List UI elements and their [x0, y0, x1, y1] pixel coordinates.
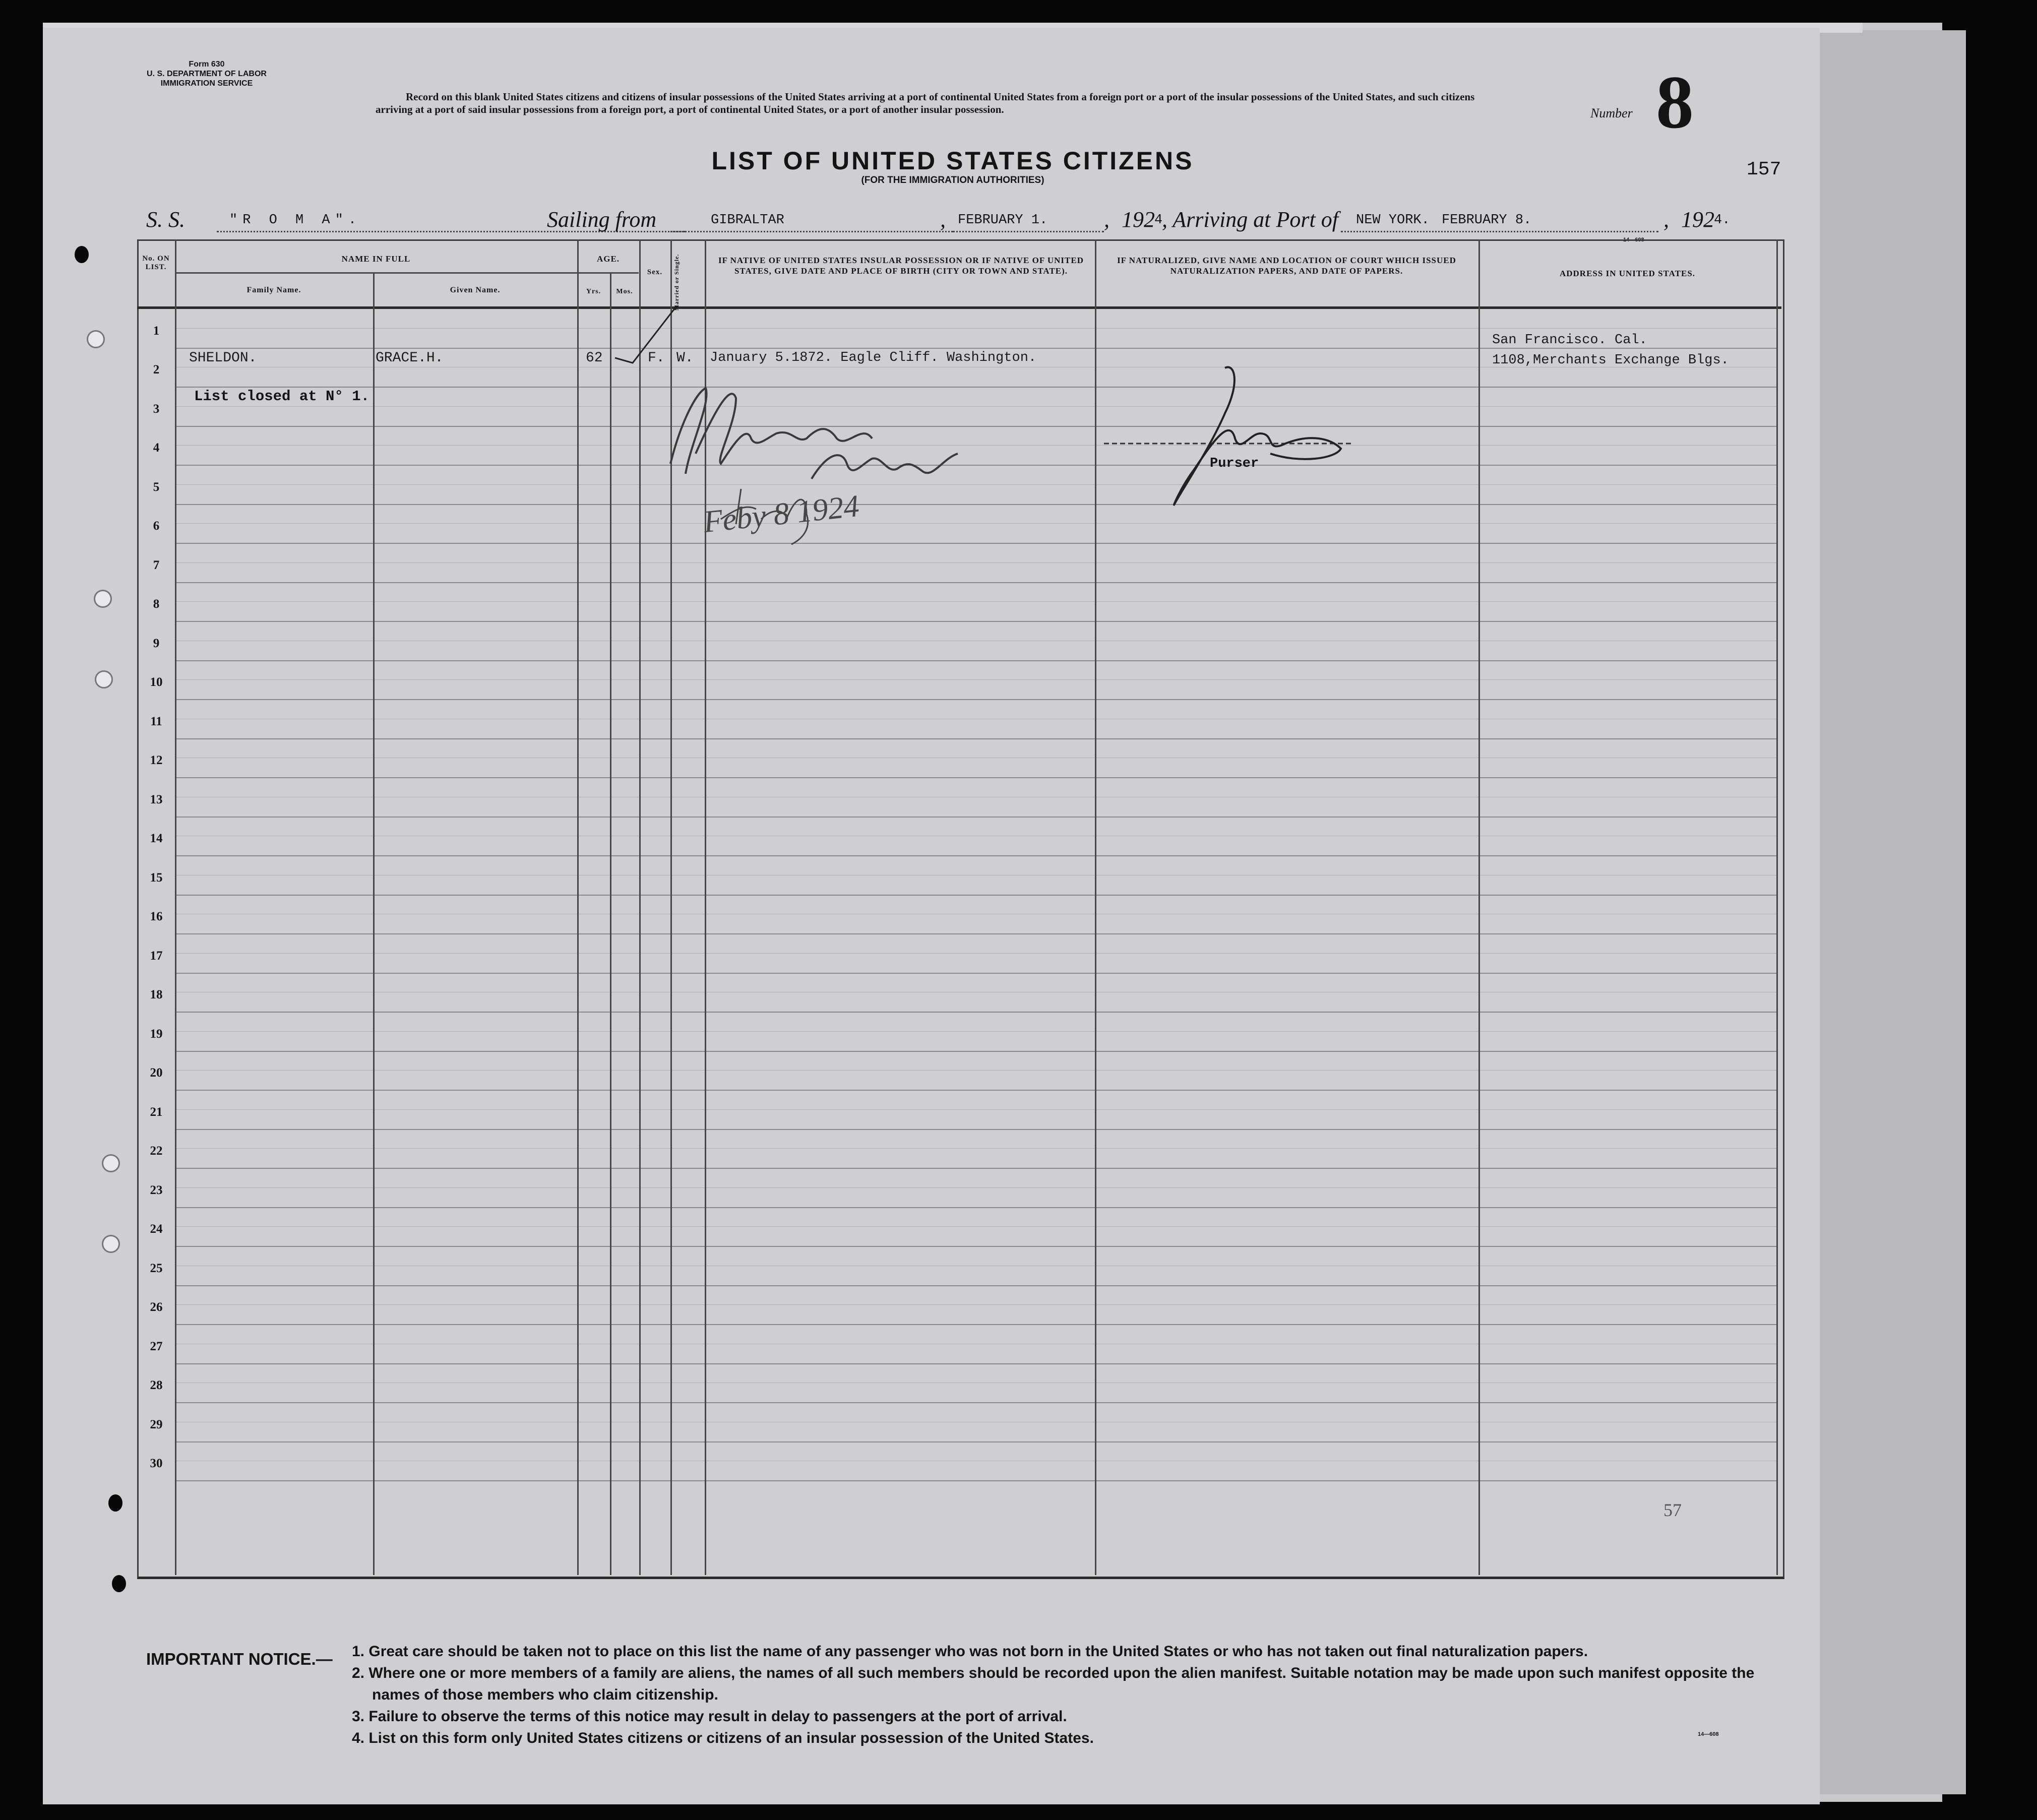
- checkmark-mark: [605, 302, 686, 373]
- sailing-date: FEBRUARY 1.: [958, 213, 1048, 228]
- row1-given-name: GRACE.H.: [376, 350, 444, 366]
- row-rule-midline: [175, 1148, 1778, 1149]
- header-no-on-list: No. ON LIST.: [142, 255, 170, 271]
- row1-family-name: SHELDON.: [189, 350, 257, 366]
- arriving-label: , Arriving at Port of: [1162, 207, 1338, 232]
- page-subtitle: (FOR THE IMMIGRATION AUTHORITIES): [861, 175, 1044, 185]
- row-rule: [175, 1246, 1778, 1247]
- row-number: 1: [153, 324, 160, 338]
- binder-hole: [87, 330, 105, 348]
- sailing-year-prefix: 192: [1122, 207, 1155, 232]
- background-page-shadow: [1815, 30, 1966, 1794]
- row-number: 13: [150, 792, 163, 806]
- row-number: 9: [153, 636, 160, 650]
- voyage-line: S. S. "R O M A". Sailing from GIBRALTAR , FEBRUARY 1. , 192 4 , Arriving at Port of NEW YORK. FEBRUARY 8. , 192 4.: [146, 207, 1731, 232]
- row-rule: [175, 1324, 1778, 1325]
- notice-item: 4. List on this form only United States citizens or citizens of an insular possession of the United States.: [352, 1730, 1094, 1746]
- binder-hole: [102, 1235, 120, 1253]
- row-number: 29: [150, 1417, 163, 1431]
- row-rule: [175, 973, 1778, 974]
- binder-hole: [95, 670, 113, 688]
- row-rule-midline: [175, 953, 1778, 954]
- row-rule-midline: [175, 1109, 1778, 1110]
- row-rule: [175, 895, 1778, 896]
- row-rule: [175, 817, 1778, 818]
- form-instructions: Record on this blank United States citizens and citizens of insular possessions of the United States arriving at a port of continental United States from a foreign port or a port of the insular possessions of the United States, and such citizens arriving at a port of said insular possessions from a foreign port, a port of continental United States, or a port of another insular possession.: [376, 91, 1475, 115]
- ss-label: S. S.: [146, 207, 185, 232]
- corner-number: 57: [1663, 1500, 1682, 1520]
- sailing-from-label: Sailing from: [547, 207, 657, 232]
- row-rule-midline: [175, 1187, 1778, 1188]
- header-name-in-full: NAME IN FULL: [341, 254, 411, 264]
- row-number: 27: [150, 1339, 163, 1353]
- row-rule-midline: [175, 1226, 1778, 1227]
- notice-item: 1. Great care should be taken not to place on this list the name of any passenger who was not born in the United States or who has not taken out final naturalization papers.: [352, 1643, 1588, 1660]
- purser-signature: [1099, 363, 1361, 514]
- row-rule: [175, 1402, 1778, 1403]
- row-number: 10: [150, 675, 163, 689]
- row-rule: [175, 1090, 1778, 1091]
- row-rule: [175, 777, 1778, 778]
- row1-address-line1: San Francisco. Cal.: [1492, 333, 1647, 348]
- inspector-date: Feby 8 1924: [702, 488, 861, 540]
- row-number: 30: [150, 1457, 163, 1470]
- row-rule: [175, 1168, 1778, 1169]
- row-rule-midline: [175, 1304, 1778, 1305]
- notice-item: 2. Where one or more members of a family are aliens, the names of all such members should be recorded upon the alien manifest. Suitable notation may be made upon such manifest opposite the names of those members who claim citizenship.: [352, 1665, 1755, 1703]
- row-number: 12: [150, 754, 163, 767]
- header-sex: Sex.: [647, 268, 663, 276]
- row-number: 7: [153, 558, 160, 572]
- row-rule: [175, 1285, 1778, 1286]
- page-number: 157: [1747, 159, 1781, 180]
- row1-birth: January 5.1872. Eagle Cliff. Washington.: [710, 350, 1037, 365]
- row-number: 21: [150, 1105, 163, 1119]
- form-number: Form 630: [189, 60, 225, 69]
- row-rule: [175, 660, 1778, 661]
- header-naturalization: IF NATURALIZED, GIVE NAME AND LOCATION OF COURT WHICH ISSUED NATURALIZATION PAPERS, AND DATE OF PAPERS.: [1117, 256, 1456, 276]
- row-rule-midline: [175, 601, 1778, 602]
- header-divider: [137, 306, 1781, 309]
- sailing-from-port: GIBRALTAR: [711, 213, 784, 228]
- department-name: U. S. DEPARTMENT OF LABOR: [147, 70, 267, 78]
- row-rule: [175, 1363, 1778, 1364]
- header-birth-place: IF NATIVE OF UNITED STATES INSULAR POSSESSION OR IF NATIVE OF UNITED STATES, GIVE DATE AND PLACE OF BIRTH (CITY OR TOWN AND STATE).: [718, 256, 1084, 276]
- notice-title: IMPORTANT NOTICE.—: [146, 1650, 333, 1668]
- row-number: 18: [150, 988, 163, 1001]
- row-rule: [175, 1480, 1778, 1481]
- row-rule: [175, 699, 1778, 700]
- row-number: 20: [150, 1066, 163, 1080]
- header-family-name: Family Name.: [246, 286, 301, 294]
- row-number: 17: [150, 949, 163, 963]
- row-rule: [175, 738, 1778, 739]
- row-rule: [175, 621, 1778, 622]
- row-number: 11: [150, 714, 162, 728]
- row-number: 14: [150, 832, 163, 845]
- arriving-date: FEBRUARY 8.: [1442, 213, 1532, 228]
- binder-hole: [102, 1154, 120, 1172]
- row1-age-years: 62: [586, 350, 603, 366]
- row-rule: [175, 1012, 1778, 1013]
- service-name: IMMIGRATION SERVICE: [160, 79, 253, 88]
- row-rule: [175, 1051, 1778, 1052]
- row-rule: [175, 1207, 1778, 1208]
- row-rule-midline: [175, 1031, 1778, 1032]
- purser-label: Purser: [1210, 456, 1259, 471]
- binder-hole: [112, 1575, 126, 1592]
- number-label: Number: [1590, 106, 1633, 120]
- header-married-single: Married or Single.: [673, 254, 680, 311]
- arriving-year: 4.: [1714, 213, 1731, 228]
- header-years: Yrs.: [586, 288, 601, 295]
- row-number: 3: [153, 402, 160, 416]
- row-rule-midline: [175, 679, 1778, 680]
- row-number: 15: [150, 870, 163, 885]
- number-value: 8: [1656, 60, 1694, 144]
- notice-item: 3. Failure to observe the terms of this notice may result in delay to passengers at the port of arrival.: [352, 1708, 1067, 1725]
- page-title: LIST OF UNITED STATES CITIZENS: [711, 147, 1194, 175]
- header-address: ADDRESS IN UNITED STATES.: [1559, 269, 1696, 278]
- ship-name: "R O M A".: [229, 213, 362, 228]
- row-number: 28: [150, 1378, 163, 1392]
- row1-sex: F.: [648, 350, 665, 366]
- arriving-year-prefix: 192: [1681, 207, 1714, 232]
- row-rule: [175, 1441, 1778, 1442]
- row-number: 4: [153, 441, 160, 455]
- row-rule: [175, 933, 1778, 934]
- header-months: Mos.: [616, 288, 633, 295]
- row-number: 24: [150, 1222, 163, 1236]
- row-number: 22: [150, 1144, 163, 1158]
- row1-address-line2: 1108,Merchants Exchange Blgs.: [1492, 353, 1729, 368]
- row-number: 19: [150, 1027, 163, 1041]
- sailing-year: 4: [1154, 213, 1163, 228]
- binder-hole: [108, 1494, 122, 1512]
- header-given-name: Given Name.: [450, 286, 501, 294]
- form-header: [86, 59, 328, 88]
- row-number: 6: [153, 519, 160, 533]
- row-rule: [175, 1129, 1778, 1130]
- row-number: 23: [150, 1183, 163, 1197]
- print-code-top: 14—608: [1623, 237, 1644, 243]
- row-number: 25: [150, 1261, 163, 1275]
- binder-hole: [75, 246, 89, 263]
- row-number: 16: [150, 910, 163, 923]
- print-code-bottom: 14—608: [1698, 1731, 1719, 1737]
- row-number: 26: [150, 1300, 163, 1314]
- row-number: 5: [153, 480, 160, 494]
- arriving-port: NEW YORK.: [1356, 213, 1430, 228]
- list-closed-note: List closed at N° 1.: [194, 388, 370, 405]
- row-rule: [175, 855, 1778, 856]
- row-number: 8: [153, 597, 160, 611]
- row-number: 2: [153, 363, 160, 376]
- row-rule: [175, 582, 1778, 583]
- binder-hole: [94, 590, 112, 608]
- row1-marital: W.: [676, 350, 694, 366]
- header-age: AGE.: [596, 254, 620, 264]
- row-rule-midline: [175, 328, 1778, 329]
- row-rule-midline: [175, 1070, 1778, 1071]
